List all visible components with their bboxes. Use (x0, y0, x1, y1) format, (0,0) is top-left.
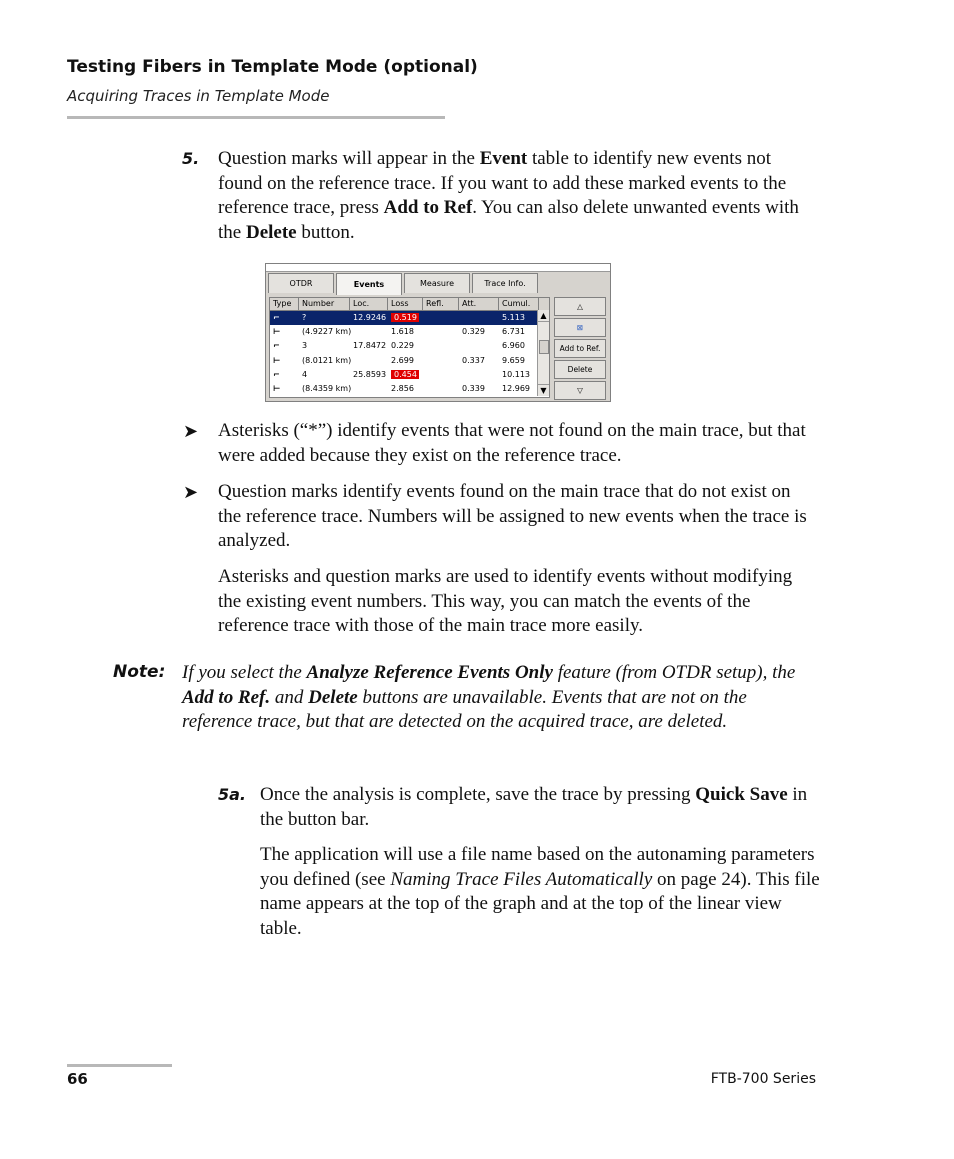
table-row[interactable] (270, 339, 549, 353)
step-number: 5a. (218, 785, 247, 804)
step-number: 5. (182, 149, 200, 168)
column-header: Number (299, 298, 350, 310)
fiber-span-icon: ⊢ (273, 383, 281, 393)
table-cell (423, 311, 459, 325)
delete-button[interactable]: Delete (554, 360, 606, 379)
scroll-up-icon[interactable]: ▲ (538, 310, 549, 322)
tab-trace-info[interactable]: Trace Info. (472, 273, 538, 293)
table-cell (423, 354, 459, 368)
table-cell: 4 (302, 369, 308, 379)
table-cell: 6.731 (502, 327, 525, 337)
fiber-span-icon: ⊢ (273, 355, 281, 365)
scroll-thumb[interactable] (539, 340, 549, 354)
bullet-asterisks: Asterisks (“*”) identify events that were not found on the main trace, but that were added because they exist on the reference trace. (218, 420, 806, 466)
splice-event-icon: ⌐ (273, 369, 280, 379)
table-cell (459, 311, 499, 325)
zoom-icon: ⊠ (576, 323, 584, 332)
table-cell (423, 339, 459, 353)
zoom-event-button[interactable] (554, 318, 606, 337)
table-scrollbar[interactable] (537, 310, 549, 396)
table-cell: 2.699 (391, 355, 414, 365)
table-cell (423, 368, 459, 382)
graph-ruler (266, 264, 611, 272)
arrow-bullet-icon: ➤ (183, 482, 199, 502)
table-cell (423, 382, 459, 396)
loss-flag: 0.519 (391, 313, 419, 322)
table-cell (350, 354, 388, 368)
table-cell: 3 (302, 341, 308, 351)
table-row[interactable] (270, 368, 549, 382)
column-header: Cumul. (499, 298, 539, 310)
table-cell: 0.337 (462, 355, 485, 365)
section-title: Testing Fibers in Template Mode (optional) (67, 57, 478, 77)
table-cell: ? (302, 313, 307, 322)
triangle-up-icon: △ (577, 302, 583, 311)
table-cell: 0.229 (391, 341, 414, 351)
table-cell: 12.9246 (353, 313, 387, 322)
table-row[interactable] (270, 382, 549, 396)
column-header: Type (270, 298, 299, 310)
table-cell: 1.618 (391, 327, 414, 337)
note-label: Note: (113, 662, 166, 682)
splice-event-icon: ⌐ (273, 341, 280, 351)
splice-event-icon: ⌐ (273, 313, 280, 322)
section-subtitle: Acquiring Traces in Template Mode (67, 87, 330, 105)
fiber-span-icon: ⊢ (273, 327, 281, 337)
table-cell: 2.856 (391, 383, 414, 393)
loss-flag: 0.454 (391, 370, 419, 379)
table-row[interactable] (270, 325, 549, 339)
table-cell: 0.329 (462, 327, 485, 337)
table-cell: 25.8593 (353, 369, 387, 379)
page-number: 66 (67, 1070, 88, 1088)
table-cell: 5.113 (502, 313, 525, 322)
column-header: Loss (388, 298, 423, 310)
tab-otdr[interactable]: OTDR (268, 273, 334, 293)
tab-bar (268, 273, 540, 295)
scroll-down-icon[interactable]: ▼ (538, 384, 549, 396)
footer-rule (67, 1064, 172, 1067)
tab-events[interactable]: Events (336, 273, 402, 295)
table-cell: 17.8472 (353, 341, 387, 351)
column-header: Att. (459, 298, 499, 310)
table-cell (388, 368, 423, 382)
table-cell: (4.9227 km) (302, 327, 352, 337)
events-table (269, 297, 550, 398)
bullet-followup: Asterisks and question marks are used to identify events without modifying the existing event numbers. This way, you can match the events of the reference trace with those of the main trace more easily. (218, 566, 793, 636)
scroll-up-button[interactable] (554, 297, 606, 316)
step-5a-detail: The application will use a file name based on the autonaming parameters you defined (see Naming Trace Files Automatically on page 24). This file name appears at the top of the graph and at the top of the linear view table. (260, 844, 820, 939)
table-body (270, 311, 549, 396)
column-header: Loc. (350, 298, 388, 310)
table-cell: 6.960 (502, 341, 525, 351)
note-text: If you select the Analyze Reference Events Only feature (from OTDR setup), the Add to Ref. and Delete buttons are unavailable. Events that are not on the reference trace, but that are detected on the acquired trace, are deleted. (182, 662, 796, 732)
table-cell (459, 368, 499, 382)
scroll-down-button[interactable] (554, 381, 606, 400)
table-cell: 0.339 (462, 383, 485, 393)
arrow-bullet-icon: ➤ (183, 421, 199, 441)
tab-measure[interactable]: Measure (404, 273, 470, 293)
table-cell (350, 325, 388, 339)
table-cell: (8.0121 km) (302, 355, 352, 365)
table-cell: 12.969 (502, 383, 530, 393)
column-header: Refl. (423, 298, 459, 310)
step-5-text: Question marks will appear in the Event table to identify new events not found on the reference trace. If you want to add these marked events to the reference trace, press Add to Ref. You can also delete unwanted events with the Delete button. (218, 148, 799, 243)
triangle-down-icon: ▽ (577, 386, 583, 395)
table-row[interactable] (270, 354, 549, 368)
add-to-ref-button[interactable]: Add to Ref. (554, 339, 606, 358)
bullet-question-marks: Question marks identify events found on the main trace that do not exist on the reference trace. Numbers will be assigned to new events when the trace is analyzed. (218, 481, 807, 551)
table-cell (423, 325, 459, 339)
table-cell: (8.4359 km) (302, 383, 352, 393)
header-rule (67, 116, 445, 119)
table-row[interactable] (270, 311, 549, 325)
events-table-screenshot (265, 263, 611, 402)
table-cell (350, 382, 388, 396)
table-cell: 10.113 (502, 369, 530, 379)
table-cell: 9.659 (502, 355, 525, 365)
product-series: FTB-700 Series (710, 1071, 816, 1087)
table-header (270, 298, 549, 311)
step-5a-text: Once the analysis is complete, save the trace by pressing Quick Save in the button bar. (260, 784, 808, 830)
table-cell (459, 339, 499, 353)
table-cell (388, 311, 423, 325)
